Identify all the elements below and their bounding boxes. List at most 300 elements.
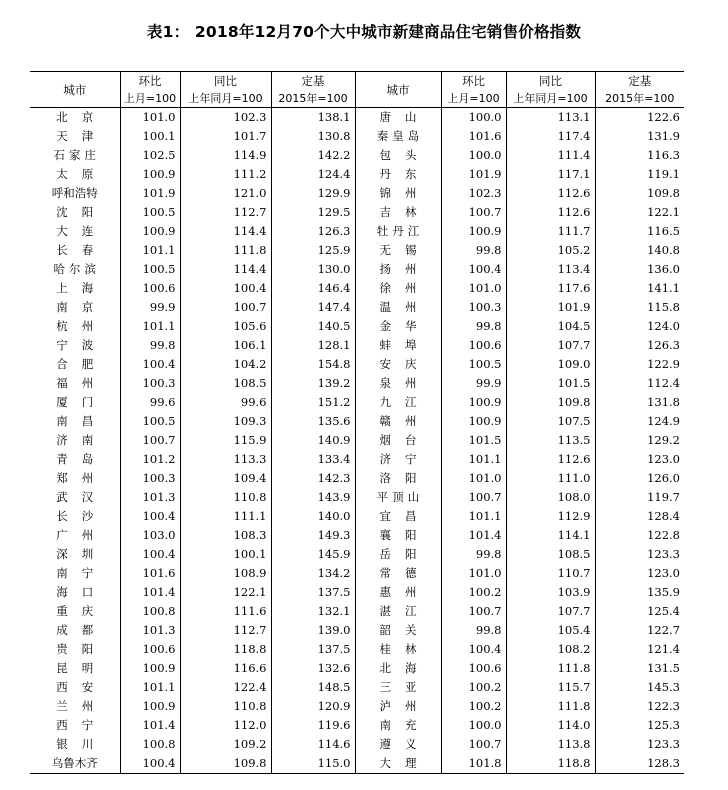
city-right-cell: 扬州 [355,260,441,279]
base-left-cell: 139.0 [271,621,355,640]
yoy-right-cell: 117.6 [506,279,595,298]
yoy-right-cell: 107.7 [506,336,595,355]
mom-left-cell: 99.8 [120,336,180,355]
mom-left-cell: 100.9 [120,222,180,241]
header-yoy-sub-right: 上年同月=100 [506,90,595,108]
yoy-left-cell: 109.3 [180,412,271,431]
yoy-left-cell: 113.3 [180,450,271,469]
yoy-right-cell: 109.0 [506,355,595,374]
yoy-right-cell: 103.9 [506,583,595,602]
city-left-cell: 沈阳 [30,203,120,222]
base-right-cell: 122.1 [647,205,680,219]
yoy-right-cell: 111.8 [506,659,595,678]
base-left-cell: 140.5 [271,317,355,336]
yoy-left-cell: 114.4 [180,222,271,241]
city-left-cell: 大连 [30,222,120,241]
base-right-cell: 141.1 [647,281,680,295]
mom-right-cell: 99.8 [441,317,506,336]
header-yoy-sub-left: 上年同月=100 [180,90,271,108]
mom-right-cell: 99.9 [441,374,506,393]
yoy-right-cell: 112.6 [506,203,595,222]
yoy-right-cell: 101.5 [506,374,595,393]
base-left-cell: 132.6 [271,659,355,678]
city-right-cell: 吉林 [355,203,441,222]
header-yoy-right: 同比 [506,72,595,91]
city-right-cell: 惠州 [355,583,441,602]
city-right-cell: 九江 [355,393,441,412]
mom-left-cell: 100.9 [120,165,180,184]
base-left-cell: 135.6 [271,412,355,431]
header-base-sub-right: 2015年=100 [595,90,684,108]
header-mom-sub-right: 上月=100 [441,90,506,108]
yoy-left-cell: 111.8 [180,241,271,260]
page-title: 表1： 2018年12月70个大中城市新建商品住宅销售价格指数 [146,23,582,41]
mom-right-cell: 100.2 [441,697,506,716]
mom-left-cell: 100.3 [120,374,180,393]
mom-right-cell: 101.0 [441,564,506,583]
base-right-cell: 126.3 [647,338,680,352]
base-left-cell: 129.9 [271,184,355,203]
yoy-right-cell: 113.4 [506,260,595,279]
header-base-sub-left: 2015年=100 [271,90,355,108]
city-right-cell: 南充 [355,716,441,735]
table-row [30,564,684,583]
city-left-cell: 昆明 [30,659,120,678]
yoy-left-cell: 112.7 [180,621,271,640]
city-right-cell: 丹东 [355,165,441,184]
table-row [30,127,684,146]
table-row [30,222,684,241]
mom-left-cell: 100.4 [120,355,180,374]
yoy-left-cell: 114.4 [180,260,271,279]
base-left-cell: 133.4 [271,450,355,469]
yoy-left-cell: 115.9 [180,431,271,450]
table-row [30,336,684,355]
mom-left-cell: 101.4 [120,583,180,602]
table-row [30,412,684,431]
yoy-right-cell: 112.6 [506,184,595,203]
table-row [30,716,684,735]
base-right-cell: 119.7 [647,490,680,504]
city-right-cell: 泸州 [355,697,441,716]
base-left-cell: 128.1 [271,336,355,355]
base-right-cell: 123.0 [647,566,680,580]
mom-right-cell: 99.8 [441,545,506,564]
city-left-cell: 深圳 [30,545,120,564]
yoy-right-cell: 108.5 [506,545,595,564]
base-right-cell: 131.5 [647,661,680,675]
yoy-left-cell: 111.2 [180,165,271,184]
mom-right-cell: 100.7 [441,203,506,222]
mom-right-cell: 101.6 [441,127,506,146]
city-right-cell: 大理 [355,754,441,774]
city-right-cell: 蚌埠 [355,336,441,355]
mom-right-cell: 100.0 [441,108,506,128]
mom-left-cell: 101.9 [120,184,180,203]
yoy-left-cell: 100.4 [180,279,271,298]
city-right-cell: 岳阳 [355,545,441,564]
header-city-right: 城市 [355,72,441,108]
header-base-left: 定基 [271,72,355,91]
mom-left-cell: 101.4 [120,716,180,735]
yoy-right-cell: 105.2 [506,241,595,260]
mom-right-cell: 102.3 [441,184,506,203]
base-right-cell: 115.8 [647,300,680,314]
mom-right-cell: 100.9 [441,393,506,412]
base-left-cell: 140.9 [271,431,355,450]
yoy-right-cell: 101.9 [506,298,595,317]
city-left-cell: 郑州 [30,469,120,488]
yoy-right-cell: 117.4 [506,127,595,146]
city-right-cell: 唐山 [355,108,441,128]
base-left-cell: 126.3 [271,222,355,241]
yoy-right-cell: 111.0 [506,469,595,488]
mom-right-cell: 101.9 [441,165,506,184]
city-left-cell: 厦门 [30,393,120,412]
mom-left-cell: 100.4 [120,545,180,564]
yoy-left-cell: 118.8 [180,640,271,659]
base-right-cell: 122.7 [647,623,680,637]
mom-left-cell: 101.0 [120,108,180,128]
base-left-cell: 137.5 [271,583,355,602]
base-left-cell: 125.9 [271,241,355,260]
mom-left-cell: 100.4 [120,754,180,774]
city-left-cell: 广州 [30,526,120,545]
base-left-cell: 143.9 [271,488,355,507]
base-right-cell: 136.0 [647,262,680,276]
base-left-cell: 148.5 [271,678,355,697]
table-row [30,108,684,128]
base-right-cell: 121.4 [647,642,680,656]
yoy-left-cell: 99.6 [180,393,271,412]
city-left-cell: 武汉 [30,488,120,507]
yoy-right-cell: 112.9 [506,507,595,526]
base-right-cell: 124.9 [647,414,680,428]
base-right-cell: 119.1 [647,167,680,181]
city-right-cell: 平顶山 [355,488,441,507]
header-mom-right: 环比 [441,72,506,91]
city-left-cell: 福州 [30,374,120,393]
header-yoy-left: 同比 [180,72,271,91]
table-row [30,754,684,774]
base-right-cell: 123.3 [647,547,680,561]
city-right-cell: 三亚 [355,678,441,697]
base-right-cell: 125.3 [647,718,680,732]
mom-right-cell: 100.7 [441,735,506,754]
mom-left-cell: 100.6 [120,279,180,298]
table-row [30,393,684,412]
mom-left-cell: 100.8 [120,602,180,621]
base-right-cell: 128.4 [647,509,680,523]
yoy-left-cell: 108.3 [180,526,271,545]
city-right-cell: 洛阳 [355,469,441,488]
table-row [30,526,684,545]
yoy-left-cell: 111.6 [180,602,271,621]
base-right-cell: 122.6 [647,110,680,124]
yoy-right-cell: 118.8 [506,754,595,774]
base-right-cell: 116.5 [647,224,680,238]
yoy-right-cell: 117.1 [506,165,595,184]
mom-left-cell: 100.3 [120,469,180,488]
mom-right-cell: 100.4 [441,640,506,659]
base-left-cell: 154.8 [271,355,355,374]
yoy-left-cell: 114.9 [180,146,271,165]
city-left-cell: 北京 [30,108,120,128]
mom-right-cell: 99.8 [441,241,506,260]
city-left-cell: 上海 [30,279,120,298]
yoy-right-cell: 111.7 [506,222,595,241]
base-right-cell: 122.9 [647,357,680,371]
yoy-right-cell: 108.2 [506,640,595,659]
yoy-right-cell: 110.7 [506,564,595,583]
base-left-cell: 114.6 [271,735,355,754]
city-left-cell: 南宁 [30,564,120,583]
city-left-cell: 南京 [30,298,120,317]
city-left-cell: 乌鲁木齐 [30,754,120,774]
city-right-cell: 韶关 [355,621,441,640]
city-left-cell: 宁波 [30,336,120,355]
yoy-left-cell: 104.2 [180,355,271,374]
table-row [30,488,684,507]
city-right-cell: 泉州 [355,374,441,393]
table-row [30,279,684,298]
mom-right-cell: 100.7 [441,602,506,621]
yoy-left-cell: 116.6 [180,659,271,678]
city-right-cell: 北海 [355,659,441,678]
mom-left-cell: 100.5 [120,260,180,279]
yoy-right-cell: 113.5 [506,431,595,450]
city-right-cell: 无锡 [355,241,441,260]
table-row [30,146,684,165]
city-right-cell: 桂林 [355,640,441,659]
yoy-left-cell: 105.6 [180,317,271,336]
base-right-cell: 126.0 [647,471,680,485]
base-left-cell: 130.0 [271,260,355,279]
base-right-cell: 122.8 [647,528,680,542]
base-right-cell: 112.4 [647,376,680,390]
city-right-cell: 徐州 [355,279,441,298]
table-row [30,640,684,659]
city-left-cell: 合肥 [30,355,120,374]
table-row [30,735,684,754]
yoy-left-cell: 112.0 [180,716,271,735]
mom-left-cell: 101.1 [120,678,180,697]
base-right-cell: 129.2 [647,433,680,447]
table-row [30,697,684,716]
table-row [30,602,684,621]
table-row [30,659,684,678]
table-row [30,317,684,336]
table-row [30,469,684,488]
yoy-right-cell: 104.5 [506,317,595,336]
city-left-cell: 银川 [30,735,120,754]
table-row [30,260,684,279]
city-left-cell: 海口 [30,583,120,602]
mom-left-cell: 101.1 [120,317,180,336]
yoy-left-cell: 111.1 [180,507,271,526]
mom-left-cell: 100.9 [120,697,180,716]
base-left-cell: 134.2 [271,564,355,583]
city-right-cell: 常德 [355,564,441,583]
mom-right-cell: 100.7 [441,488,506,507]
yoy-left-cell: 110.8 [180,488,271,507]
base-left-cell: 120.9 [271,697,355,716]
base-left-cell: 142.2 [271,146,355,165]
yoy-left-cell: 109.2 [180,735,271,754]
yoy-right-cell: 115.7 [506,678,595,697]
mom-left-cell: 100.5 [120,412,180,431]
mom-right-cell: 100.6 [441,659,506,678]
mom-right-cell: 100.5 [441,355,506,374]
city-left-cell: 兰州 [30,697,120,716]
base-right-cell: 128.3 [595,754,684,774]
mom-right-cell: 100.9 [441,412,506,431]
base-left-cell: 147.4 [271,298,355,317]
mom-right-cell: 101.4 [441,526,506,545]
yoy-left-cell: 122.4 [180,678,271,697]
mom-right-cell: 101.5 [441,431,506,450]
city-left-cell: 天津 [30,127,120,146]
mom-left-cell: 103.0 [120,526,180,545]
yoy-left-cell: 122.1 [180,583,271,602]
header-city-left: 城市 [30,72,120,108]
city-left-cell: 重庆 [30,602,120,621]
mom-left-cell: 100.4 [120,507,180,526]
city-left-cell: 成都 [30,621,120,640]
table-row [30,678,684,697]
header-mom-left: 环比 [120,72,180,91]
table-row [30,431,684,450]
mom-right-cell: 101.1 [441,507,506,526]
base-right-cell: 122.3 [647,699,680,713]
city-right-cell: 宜昌 [355,507,441,526]
base-right-cell: 123.0 [647,452,680,466]
table-row [30,241,684,260]
mom-left-cell: 100.7 [120,431,180,450]
table-row [30,298,684,317]
city-left-cell: 长沙 [30,507,120,526]
yoy-left-cell: 110.8 [180,697,271,716]
city-right-cell: 安庆 [355,355,441,374]
city-left-cell: 杭州 [30,317,120,336]
city-left-cell: 太原 [30,165,120,184]
city-right-cell: 金华 [355,317,441,336]
mom-left-cell: 101.1 [120,241,180,260]
table-row [30,621,684,640]
base-right-cell: 124.0 [647,319,680,333]
mom-right-cell: 100.2 [441,583,506,602]
mom-right-cell: 100.3 [441,298,506,317]
city-right-cell: 襄阳 [355,526,441,545]
yoy-right-cell: 109.8 [506,393,595,412]
base-left-cell: 129.5 [271,203,355,222]
mom-left-cell: 100.8 [120,735,180,754]
yoy-left-cell: 109.4 [180,469,271,488]
mom-left-cell: 101.2 [120,450,180,469]
city-right-cell: 秦皇岛 [355,127,441,146]
table-row [30,545,684,564]
yoy-right-cell: 107.7 [506,602,595,621]
city-right-cell: 锦州 [355,184,441,203]
base-right-cell: 123.3 [647,737,680,751]
city-right-cell: 济宁 [355,450,441,469]
base-right-cell: 145.3 [647,680,680,694]
mom-right-cell: 100.2 [441,678,506,697]
city-left-cell: 石家庄 [30,146,120,165]
base-right-cell: 140.8 [647,243,680,257]
mom-left-cell: 99.6 [120,393,180,412]
yoy-right-cell: 108.0 [506,488,595,507]
mom-left-cell: 100.6 [120,640,180,659]
mom-right-cell: 101.0 [441,279,506,298]
city-right-cell: 遵义 [355,735,441,754]
city-right-cell: 烟台 [355,431,441,450]
mom-right-cell: 100.6 [441,336,506,355]
yoy-left-cell: 102.3 [180,108,271,128]
mom-right-cell: 101.0 [441,469,506,488]
yoy-right-cell: 112.6 [506,450,595,469]
city-right-cell: 牡丹江 [355,222,441,241]
table-row [30,184,684,203]
city-left-cell: 南昌 [30,412,120,431]
table-row [30,374,684,393]
mom-right-cell: 100.4 [441,260,506,279]
base-left-cell: 132.1 [271,602,355,621]
mom-left-cell: 100.1 [120,127,180,146]
city-right-cell: 温州 [355,298,441,317]
table-row [30,583,684,602]
base-left-cell: 130.8 [271,127,355,146]
yoy-right-cell: 105.4 [506,621,595,640]
yoy-left-cell: 106.1 [180,336,271,355]
yoy-right-cell: 111.8 [506,697,595,716]
city-left-cell: 济南 [30,431,120,450]
base-right-cell: 125.4 [647,604,680,618]
base-left-cell: 146.4 [271,279,355,298]
yoy-right-cell: 113.8 [506,735,595,754]
header-mom-sub-left: 上月=100 [120,90,180,108]
table-row [30,203,684,222]
base-right-cell: 131.8 [647,395,680,409]
yoy-left-cell: 109.8 [180,754,271,774]
table-row [30,507,684,526]
mom-left-cell: 99.9 [120,298,180,317]
mom-left-cell: 100.5 [120,203,180,222]
base-left-cell: 145.9 [271,545,355,564]
yoy-left-cell: 100.7 [180,298,271,317]
table-row [30,450,684,469]
city-left-cell: 西安 [30,678,120,697]
base-right-cell: 116.3 [647,148,680,162]
yoy-right-cell: 111.4 [506,146,595,165]
mom-right-cell: 100.0 [441,716,506,735]
base-left-cell: 151.2 [271,393,355,412]
mom-right-cell: 100.0 [441,146,506,165]
mom-left-cell: 101.6 [120,564,180,583]
yoy-right-cell: 114.1 [506,526,595,545]
header-base-right: 定基 [595,72,684,91]
table-body [30,108,684,774]
mom-right-cell: 101.8 [441,754,506,774]
city-right-cell: 湛江 [355,602,441,621]
yoy-right-cell: 114.0 [506,716,595,735]
base-left-cell: 139.2 [271,374,355,393]
yoy-left-cell: 101.7 [180,127,271,146]
mom-right-cell: 99.8 [441,621,506,640]
mom-left-cell: 101.3 [120,488,180,507]
yoy-left-cell: 100.1 [180,545,271,564]
base-left-cell: 138.1 [271,108,355,128]
